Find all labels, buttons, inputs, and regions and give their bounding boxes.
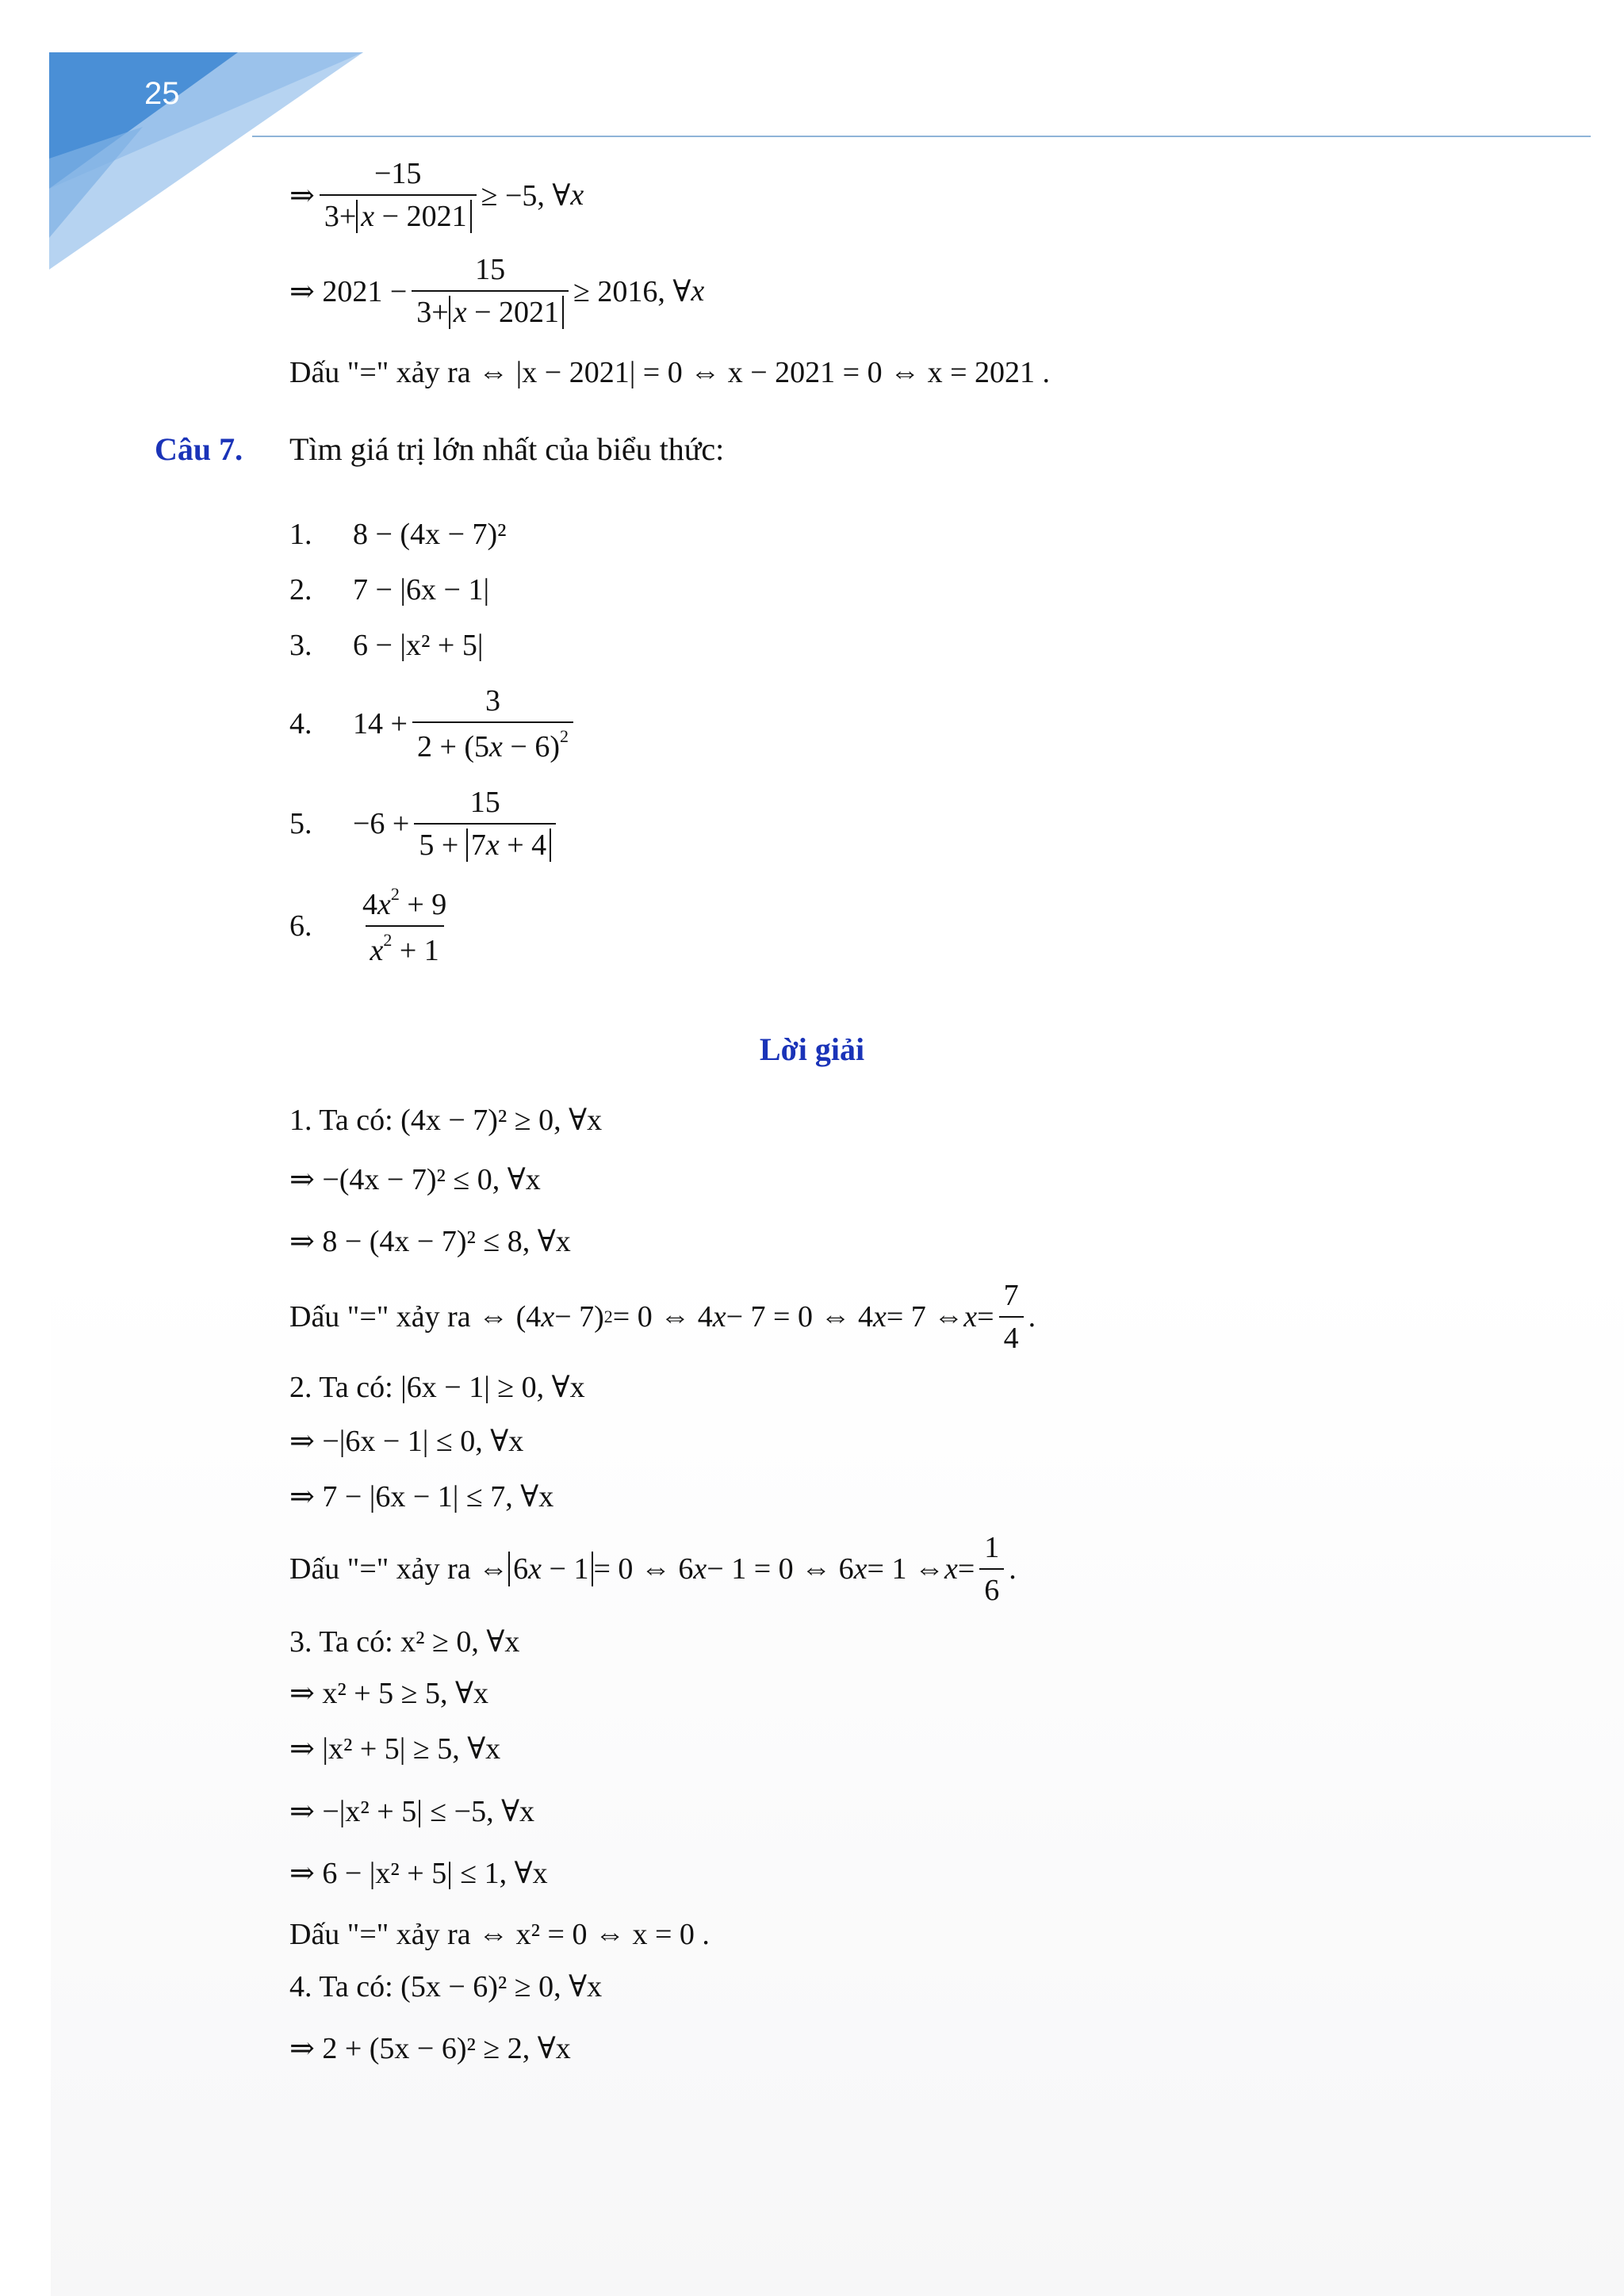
solution-line: ⇒ −(4x − 7)² ≤ 0, ∀x (289, 1163, 541, 1196)
solution-line: Dấu "=" xảy ra ⇔ 6x − 1 = 0 ⇔ 6 x − 1 = 0 ⇔ 6 x = 1 ⇔ x = $\frac{1}{6}$ . (289, 1531, 1017, 1607)
page-background (51, 0, 1624, 2296)
question-label: Câu 7. (155, 431, 243, 467)
solution-line: ⇒ 6 − |x² + 5| ≤ 1, ∀x (289, 1857, 548, 1890)
solution-line: Dấu "=" xảy ra ⇔ (4 x − 7) 2 = 0 ⇔ 4 x − 7 = 0 ⇔ 4 x = 7 ⇔ x = $\frac{7}{4}$ . (289, 1279, 1036, 1355)
solution-line: 3. Ta có: x² ≥ 0, ∀x (289, 1625, 520, 1659)
question-item: 5. −6 + $\frac{15}{5 + 7x + 4}$ (289, 785, 561, 863)
top-line-2: ⇒ 2021 − $\frac{15}{3+ x - 2021}$ ≥ 2016, ∀ x (289, 253, 705, 329)
solution-line: ⇒ 2 + (5x − 6)² ≥ 2, ∀x (289, 2032, 571, 2065)
header-rule (252, 136, 1591, 137)
header-decoration (0, 0, 381, 285)
solution-line: 4. Ta có: (5x − 6)² ≥ 0, ∀x (289, 1970, 603, 2003)
question-item: 4. 14 + $\frac{3}{2 + (5x - 6)^2}$ (289, 683, 578, 764)
solution-line: ⇒ |x² + 5| ≥ 5, ∀x (289, 1732, 501, 1766)
top-line-3: Dấu "=" xảy ra ⇔ |x − 2021| = 0 ⇔ x − 2021 = 0 ⇔ x = 2021 . (289, 356, 1051, 389)
solution-line: ⇒ 7 − |6x − 1| ≤ 7, ∀x (289, 1480, 554, 1513)
question-item: 6. $\frac{4x^2 + 9}{x^2 + 1}$ (289, 884, 447, 967)
question-item: 3. 6 − |x² + 5| (289, 629, 484, 662)
page-number: 25 (144, 76, 180, 111)
solution-line: Dấu "=" xảy ra ⇔ x² = 0 ⇔ x = 0 . (289, 1918, 710, 1951)
solution-line: 2. Ta có: |6x − 1| ≥ 0, ∀x (289, 1371, 585, 1404)
solution-line: ⇒ 8 − (4x − 7)² ≤ 8, ∀x (289, 1225, 571, 1258)
solution-line: ⇒ −|6x − 1| ≤ 0, ∀x (289, 1425, 524, 1458)
question-item: 1. 8 − (4x − 7)² (289, 518, 507, 551)
solution-line: 1. Ta có: (4x − 7)² ≥ 0, ∀x (289, 1104, 603, 1137)
question-text: Tìm giá trị lớn nhất của biểu thức: (289, 431, 725, 467)
solution-title: Lời giải (759, 1031, 865, 1067)
top-line-1: ⇒ $\frac{-15}{3+ x - 2021}$ ≥ −5, ∀ x (289, 157, 584, 233)
solution-line: ⇒ −|x² + 5| ≤ −5, ∀x (289, 1795, 535, 1828)
question-item: 2. 7 − |6x − 1| (289, 573, 490, 607)
solution-line: ⇒ x² + 5 ≥ 5, ∀x (289, 1677, 488, 1710)
